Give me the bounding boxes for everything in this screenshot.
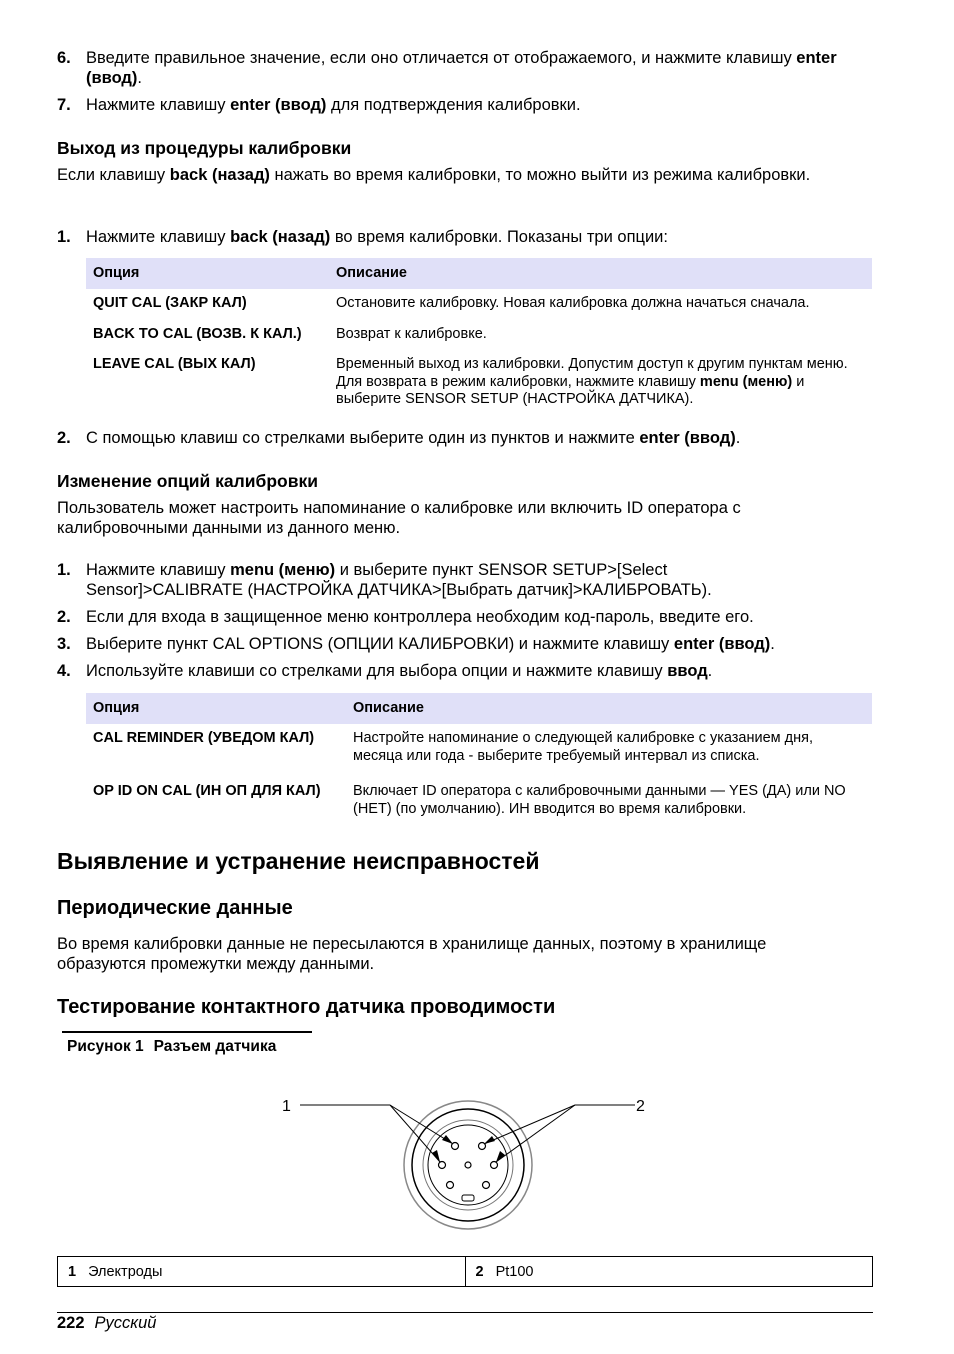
- page-number: 222: [57, 1314, 85, 1332]
- bold-key-text: ввод: [667, 662, 708, 680]
- options-intro: Пользователь может настроить напоминание о калибровке или включить ID оператора с калибровочными данными из данного меню.: [57, 499, 741, 537]
- bold-key-text: menu (меню): [230, 561, 336, 579]
- figure-caption: [67, 1038, 286, 1056]
- option-name: QUIT CAL (ЗАКР КАЛ): [93, 295, 247, 311]
- step-text: Введите правильное значение, если оно отличается от отображаемого, и нажмите клавишу enter (ввод).: [86, 49, 837, 87]
- legend-number: 2: [475, 1263, 484, 1280]
- periodic-data-title: Периодические данные: [57, 897, 293, 919]
- pin: [483, 1182, 490, 1189]
- pin-electrode: [439, 1162, 446, 1169]
- step-text: Если для входа в защищенное меню контроллера необходим код-пароль, введите его.: [86, 608, 754, 626]
- step-number: 1.: [57, 228, 71, 246]
- exit-intro: Если клавишу back (назад) нажать во время калибровки, то можно выйти из режима калибровки.: [57, 166, 811, 184]
- step-number: 2.: [57, 608, 71, 626]
- option-name: BACK TO CAL (ВОЗВ. К КАЛ.): [93, 325, 302, 342]
- legend-label: Pt100: [495, 1263, 534, 1280]
- test-sensor-title: Тестирование контактного датчика проводимости: [57, 996, 556, 1018]
- option-description: Остановите калибровку. Новая калибровка должна начаться сначала.: [336, 295, 810, 311]
- legend-row: [58, 1257, 873, 1287]
- table-row: [86, 289, 872, 320]
- page-footer: [57, 1314, 156, 1333]
- option-description: Возврат к калибровке.: [336, 325, 487, 342]
- options-step-3: [57, 634, 873, 654]
- table-row: [86, 320, 872, 351]
- bold-key-text: back (назад): [230, 228, 331, 246]
- option-description: Временный выход из калибровки. Допустим доступ к другим пунктам меню. Для возврата в режим калибровки, нажмите клавишу menu (меню) и выберите SENSOR SETUP (НАСТРОЙКА ДАТЧИКА).: [336, 356, 848, 407]
- table-header-row: [86, 258, 872, 289]
- bold-key-text: menu (меню): [699, 373, 793, 390]
- bold-key-text: back (назад): [169, 166, 270, 184]
- cal-options-table: [86, 693, 872, 825]
- step-number: 4.: [57, 662, 71, 680]
- arrowhead-icon: [442, 1135, 453, 1144]
- pin-pt100: [491, 1162, 498, 1169]
- periodic-data-text: Во время калибровки данные не пересылаются в хранилище данных, поэтому в хранилище образуются промежутки между данными.: [57, 935, 767, 973]
- header-option: Опция: [86, 693, 346, 724]
- options-step-2: [57, 607, 873, 627]
- step-text: Нажмите клавишу menu (меню) и выберите пункт SENSOR SETUP>[Select Sensor]>CALIBRATE (НАСТРОЙКА ДАТЧИКА>[Выбрать датчик]>КАЛИБРОВАТЬ).: [86, 561, 712, 599]
- pin-center: [465, 1162, 471, 1168]
- figure-title: Разъем датчика: [153, 1038, 277, 1055]
- step-7: [57, 95, 873, 115]
- option-name: CAL REMINDER (УВЕДОМ КАЛ): [93, 730, 315, 746]
- legend-item: [58, 1257, 466, 1287]
- arrowhead-icon: [432, 1150, 440, 1162]
- step-number: 7.: [57, 96, 71, 114]
- exit-step-1: [57, 227, 873, 247]
- step-number: 3.: [57, 635, 71, 653]
- header-description: Описание: [346, 693, 872, 724]
- table-header-row: [86, 693, 872, 724]
- connector-key: [462, 1195, 474, 1201]
- section-title-exit: Выход из процедуры калибровки: [57, 138, 352, 158]
- step-6: [57, 48, 873, 88]
- option-description: Настройте напоминание о следующей калибровке с указанием дня, месяца или года - выберите требуемый интервал из списка.: [353, 730, 813, 764]
- bold-key-text: enter (ввод): [230, 96, 327, 114]
- step-text: Нажмите клавишу back (назад) во время калибровки. Показаны три опции:: [86, 228, 668, 246]
- table-row: [86, 724, 872, 772]
- bold-key-text: enter (ввод): [639, 429, 736, 447]
- legend-item: [465, 1257, 873, 1287]
- figure-rule: [62, 1031, 312, 1033]
- footer-rule: [57, 1312, 873, 1313]
- figure-number: Рисунок 1: [67, 1038, 144, 1055]
- callout-1: 1: [282, 1098, 291, 1115]
- step-text: Используйте клавиши со стрелками для выбора опции и нажмите клавишу ввод.: [86, 662, 713, 680]
- options-step-1: [57, 560, 873, 600]
- table-row: [86, 772, 872, 825]
- chapter-title: Выявление и устранение неисправностей: [57, 848, 540, 874]
- exit-step-2: [57, 428, 873, 448]
- legend-number: 1: [68, 1263, 77, 1280]
- pin: [447, 1182, 454, 1189]
- step-number: 1.: [57, 561, 71, 579]
- sensor-connector-diagram: [270, 1085, 670, 1245]
- bold-key-text: enter (ввод): [86, 49, 837, 87]
- section-title-options: Изменение опций калибровки: [57, 471, 318, 491]
- options-step-4: [57, 661, 873, 681]
- step-text: Нажмите клавишу enter (ввод) для подтверждения калибровки.: [86, 96, 581, 114]
- step-text: С помощью клавиш со стрелками выберите один из пунктов и нажмите enter (ввод).: [86, 429, 741, 447]
- option-description: Включает ID оператора с калибровочными данными — YES (ДА) или NO (НЕТ) (по умолчанию). ИН вводится во время калибровки.: [353, 783, 846, 817]
- header-description: Описание: [329, 258, 872, 289]
- footer-language: Русский: [94, 1314, 157, 1332]
- step-text: Выберите пункт CAL OPTIONS (ОПЦИИ КАЛИБРОВКИ) и нажмите клавишу enter (ввод).: [86, 635, 775, 653]
- exit-options-table: [86, 258, 872, 416]
- callout-2: 2: [636, 1098, 645, 1115]
- arrowhead-icon: [484, 1136, 495, 1144]
- legend-label: Электроды: [88, 1263, 163, 1280]
- option-name: LEAVE CAL (ВЫХ КАЛ): [93, 356, 256, 372]
- table-row: [86, 350, 872, 416]
- header-option: Опция: [86, 258, 329, 289]
- step-number: 2.: [57, 429, 71, 447]
- step-number: 6.: [57, 49, 71, 67]
- bold-key-text: enter (ввод): [673, 635, 771, 653]
- figure-legend: [57, 1256, 873, 1287]
- option-name: OP ID ON CAL (ИН ОП ДЛЯ КАЛ): [93, 783, 321, 799]
